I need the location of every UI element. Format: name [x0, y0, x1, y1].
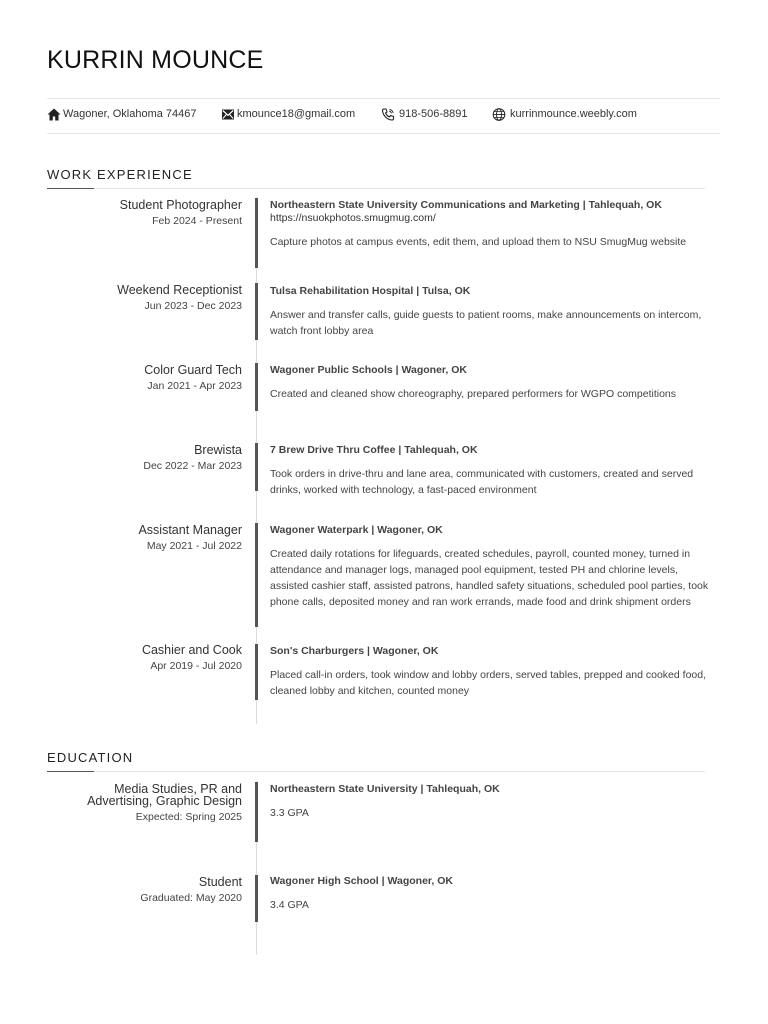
- job-meta: [60, 644, 242, 672]
- section-title-work: WORK EXPERIENCE: [47, 167, 193, 182]
- section-title-education: EDUCATION: [47, 750, 134, 765]
- education-dates: Expected: Spring 2025: [135, 811, 242, 823]
- job-employer: Son's Charburgers | Wagoner, OK: [270, 645, 439, 657]
- timeline-marker: [255, 644, 258, 700]
- job-title: Cashier and Cook: [141, 643, 242, 657]
- education-details: [270, 875, 710, 913]
- education-details: [270, 783, 710, 821]
- section-accent: [47, 188, 94, 189]
- job-meta: [60, 524, 242, 552]
- gpa: 3.3 GPA: [270, 807, 309, 819]
- timeline-marker: [255, 198, 258, 268]
- timeline-marker: [255, 283, 258, 340]
- job-employer: 7 Brew Drive Thru Coffee | Tahlequah, OK: [270, 444, 478, 456]
- job-details: [270, 645, 710, 699]
- portfolio-link[interactable]: https://nsuokphotos.smugmug.com/: [270, 212, 436, 224]
- phone-icon: [381, 107, 395, 122]
- address-text: Wagoner, Oklahoma 74467: [63, 108, 197, 120]
- job-title: Brewista: [194, 443, 242, 457]
- job-details: [270, 199, 710, 250]
- job-description: Created daily rotations for lifeguards, created schedules, payroll, counted money, turned in attendance and manager logs, managed pool equipment, tested PH and chlorine levels, assisted cashier staff, assisted patrons, handled safety situations, scheduled pool parties, took phone calls, deposited money and ran work errands, made food and drink shipment orders: [270, 548, 709, 608]
- globe-icon: [492, 107, 506, 122]
- job-title: Color Guard Tech: [144, 363, 242, 377]
- job-employer: Tulsa Rehabilitation Hospital | Tulsa, OK: [270, 285, 471, 297]
- job-dates: Jun 2023 - Dec 2023: [144, 300, 242, 312]
- school-name: Northeastern State University | Tahlequah, OK: [270, 783, 500, 795]
- degree-title: Student: [198, 875, 242, 889]
- timeline-marker: [255, 363, 258, 411]
- timeline-marker: [255, 875, 258, 922]
- gpa: 3.4 GPA: [270, 899, 309, 911]
- job-details: [270, 444, 710, 498]
- job-meta: [60, 364, 242, 392]
- contact-bar: [47, 98, 720, 134]
- section-divider: [47, 771, 705, 772]
- job-title: Assistant Manager: [138, 523, 242, 537]
- education-dates: Graduated: May 2020: [140, 892, 242, 904]
- email-icon: [221, 107, 235, 122]
- section-divider: [47, 188, 705, 189]
- home-icon: [47, 107, 61, 122]
- job-dates: May 2021 - Jul 2022: [146, 540, 242, 552]
- job-dates: Jan 2021 - Apr 2023: [147, 380, 242, 392]
- job-meta: [60, 199, 242, 227]
- phone-link[interactable]: 918-506-8891: [399, 108, 468, 120]
- job-details: [270, 524, 710, 610]
- job-employer: Wagoner Public Schools | Wagoner, OK: [270, 364, 468, 376]
- job-dates: Feb 2024 - Present: [152, 215, 242, 227]
- timeline-marker: [255, 523, 258, 627]
- job-title: Student Photographer: [119, 198, 242, 212]
- job-dates: Dec 2022 - Mar 2023: [143, 460, 242, 472]
- website-link[interactable]: kurrinmounce.weebly.com: [510, 108, 637, 120]
- job-meta: [60, 444, 242, 472]
- education-meta: [60, 783, 242, 823]
- section-accent: [47, 771, 94, 772]
- job-employer: Wagoner Waterpark | Wagoner, OK: [270, 524, 443, 536]
- degree-title-line: Media Studies, PR and: [114, 782, 242, 796]
- degree-title-line: Advertising, Graphic Design: [87, 794, 242, 808]
- job-description: Answer and transfer calls, guide guests to patient rooms, make announcements on intercom, watch front lobby area: [270, 309, 702, 337]
- email-link[interactable]: kmounce18@gmail.com: [237, 108, 356, 120]
- job-description: Placed call-in orders, took window and lobby orders, served tables, prepped and cooked food, cleaned lobby and kitchen, counted money: [270, 669, 707, 697]
- job-employer: Northeastern State University Communications and Marketing | Tahlequah, OK: [270, 199, 662, 211]
- job-meta: [60, 284, 242, 312]
- job-dates: Apr 2019 - Jul 2020: [150, 660, 242, 672]
- education-meta: [60, 876, 242, 904]
- school-name: Wagoner High School | Wagoner, OK: [270, 875, 453, 887]
- job-description: Took orders in drive-thru and lane area, communicated with customers, created and served drinks, worked with technology, a fast-paced environment: [270, 468, 694, 496]
- timeline-marker: [255, 443, 258, 491]
- timeline-marker: [255, 782, 258, 842]
- resume-name: KURRIN MOUNCE: [47, 46, 264, 74]
- job-details: [270, 364, 710, 402]
- job-description: Created and cleaned show choreography, prepared performers for WGPO competitions: [270, 388, 677, 400]
- job-details: [270, 285, 710, 339]
- job-description: Capture photos at campus events, edit them, and upload them to NSU SmugMug website: [270, 236, 687, 248]
- job-title: Weekend Receptionist: [117, 283, 242, 297]
